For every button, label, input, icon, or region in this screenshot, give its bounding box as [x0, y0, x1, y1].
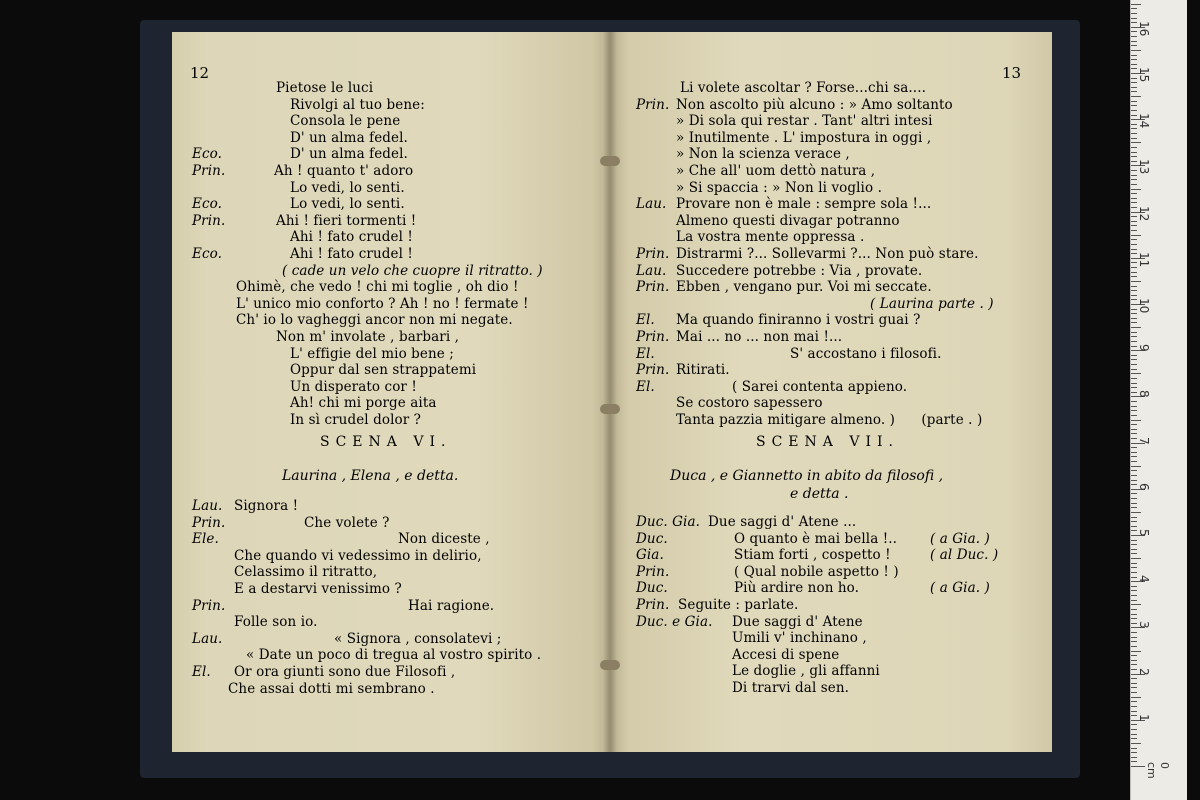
ruler-tick [1131, 503, 1137, 504]
ruler-tick [1131, 433, 1137, 434]
speaker-label: Duc. [636, 580, 668, 597]
ruler-tick [1131, 387, 1137, 388]
verse-line: ( Qual nobile aspetto ! ) [734, 563, 899, 580]
speaker-label: Prin. [192, 212, 226, 229]
ruler-tick [1131, 748, 1137, 749]
speaker-label: Prin. [636, 597, 670, 613]
verse-line: Almeno questi divagar potranno [676, 212, 900, 229]
ruler-tick [1131, 341, 1137, 342]
ruler-tick [1131, 480, 1137, 481]
scene-heading-right: SCENA VII. [756, 434, 899, 450]
ruler-tick [1131, 646, 1137, 647]
verse-line: La vostra mente oppressa . [676, 229, 865, 246]
ruler-tick [1131, 498, 1137, 499]
ruler-tick [1131, 189, 1141, 190]
verse-line: Celassimo il ritratto, [234, 564, 378, 581]
binding-stitch [600, 156, 620, 166]
verse-line: Ma quando finiranno i vostri guai ? [676, 312, 921, 329]
ruler-tick [1131, 193, 1137, 194]
verse-line: « Date un poco di tregua al vostro spirito . [246, 647, 542, 664]
ruler-tick [1131, 272, 1137, 273]
speaker-label: Ele. [192, 531, 219, 548]
ruler-tick [1131, 110, 1137, 111]
ruler-tick [1131, 138, 1137, 139]
ruler-tick [1131, 378, 1137, 379]
ruler-number: 12 [1137, 205, 1151, 221]
verse-line: Le doglie , gli affanni [732, 663, 880, 680]
ruler-tick [1131, 761, 1137, 762]
verse-line: Che volete ? [304, 514, 390, 531]
verse-line: Più ardire non ho. [734, 580, 860, 597]
speaker-label: Prin. [636, 329, 670, 345]
ruler-tick [1131, 239, 1137, 240]
verse-line: ( cade un velo che cuopre il ritratto. ) [282, 262, 543, 279]
ruler-tick [1131, 152, 1137, 153]
ruler-tick [1131, 156, 1137, 157]
verse-line: Lo vedi, lo senti. [290, 179, 405, 196]
ruler-number: 10 [1137, 298, 1151, 314]
ruler-tick [1131, 553, 1137, 554]
ruler-tick [1131, 743, 1141, 744]
speaker-label: Lau. [636, 262, 667, 279]
ruler-tick [1131, 729, 1137, 730]
ruler-tick [1131, 521, 1137, 522]
ruler-tick [1131, 614, 1137, 615]
ruler-tick [1131, 595, 1137, 596]
verse-line: Un disperato cor ! [290, 378, 417, 395]
ruler-tick [1131, 4, 1141, 5]
ruler-number: 15 [1137, 67, 1151, 83]
speaker-label: Duc. Gia. [636, 514, 701, 530]
verse-line: Mai ... no ... non mai !... [676, 329, 843, 345]
verse-line: Ritirati. [676, 362, 730, 379]
ruler-tick [1131, 641, 1137, 642]
ruler-tick [1131, 18, 1137, 19]
verse-line: Tanta pazzia mitigare almeno. ) (parte . ) [676, 412, 983, 428]
ruler-number: 6 [1137, 482, 1151, 491]
ruler-tick [1131, 406, 1137, 407]
cast-list-right-1: Duca , e Giannetto in abito da filosofi , [670, 468, 944, 484]
ruler-tick [1131, 692, 1137, 693]
ruler-tick [1131, 466, 1141, 467]
ruler-tick [1131, 637, 1137, 638]
ruler-tick [1131, 766, 1145, 767]
ruler-number: 7 [1137, 436, 1151, 445]
stage-direction: ( al Duc. ) [930, 547, 999, 564]
verse-line: Folle son io. [234, 614, 318, 631]
verse-line: Provare non è male : sempre sola !... [676, 196, 932, 213]
verse-line: Lo vedi, lo senti. [290, 196, 405, 213]
ruler-tick [1131, 678, 1137, 679]
verse-line: » Inutilmente . L' impostura in oggi , [676, 129, 932, 146]
ruler-tick [1131, 567, 1137, 568]
verse-line: Li volete ascoltar ? Forse...chi sa.... [680, 80, 926, 96]
ruler-tick [1131, 604, 1141, 605]
ruler-tick [1131, 424, 1137, 425]
speaker-label: Prin. [636, 362, 670, 379]
verse-line: Ch' io lo vagheggi ancor non mi negate. [236, 312, 513, 329]
ruler-tick [1131, 651, 1141, 652]
ruler-tick [1131, 286, 1137, 287]
ruler-tick [1131, 45, 1137, 46]
speaker-label: El. [636, 345, 655, 362]
ruler-tick [1131, 198, 1137, 199]
speaker-label: Prin. [636, 96, 670, 113]
speaker-label: Gia. [636, 547, 664, 564]
verse-line: D' un alma fedel. [290, 129, 408, 146]
verse-line: D' un alma fedel. [290, 146, 408, 163]
speaker-label: Eco. [192, 196, 222, 213]
measurement-ruler [1130, 0, 1187, 800]
ruler-tick [1131, 706, 1137, 707]
ruler-tick [1131, 55, 1137, 56]
ruler-tick [1131, 738, 1137, 739]
ruler-tick [1131, 281, 1141, 282]
ruler-tick [1131, 415, 1137, 416]
ruler-tick [1131, 734, 1137, 735]
verse-line: Ohimè, che vedo ! chi mi toglie , oh dio ! [236, 279, 519, 296]
ruler-tick [1131, 724, 1137, 725]
ruler-tick [1131, 41, 1137, 42]
verse-line: Che assai dotti mi sembrano . [228, 680, 435, 697]
speaker-label: Prin. [636, 279, 670, 296]
ruler-tick [1131, 179, 1137, 180]
ruler-tick [1131, 586, 1137, 587]
verse-line: Pietose le luci [276, 80, 374, 96]
ruler-number: 9 [1137, 344, 1151, 352]
ruler-tick [1131, 420, 1141, 421]
verse-line: Seguite : parlate. [678, 597, 799, 613]
verse-line: Ahi ! fieri tormenti ! [276, 212, 417, 229]
verse-line: Consola le pene [290, 113, 401, 130]
ruler-tick [1131, 147, 1137, 148]
ruler-tick [1131, 290, 1137, 291]
ruler-tick [1131, 697, 1141, 698]
verse-line: » Che all' uom dettò natura , [676, 163, 876, 179]
ruler-tick [1131, 526, 1137, 527]
verse-line: Ah! chi mi porge aita [290, 395, 437, 412]
verse-line: Due saggi d' Atene [732, 613, 863, 630]
ruler-tick [1131, 50, 1141, 51]
ruler-tick [1131, 655, 1137, 656]
speaker-label: Eco. [192, 146, 222, 163]
verse-line: Umili v' inchinano , [732, 630, 867, 647]
cast-list-left: Laurina , Elena , e detta. [282, 468, 459, 484]
verse-line: Che quando vi vedessimo in delirio, [234, 547, 482, 564]
verse-line: Accesi di spene [732, 646, 840, 663]
ruler-tick [1131, 8, 1137, 9]
ruler-tick [1131, 336, 1137, 337]
ruler-tick [1131, 318, 1137, 319]
binding-stitch [600, 660, 620, 670]
ruler-tick [1131, 470, 1137, 471]
speaker-label: Prin. [192, 163, 226, 179]
ruler-number: 1 [1137, 713, 1151, 722]
ruler-tick [1131, 202, 1137, 203]
ruler-tick [1131, 517, 1137, 518]
ruler-tick [1131, 429, 1137, 430]
verse-line: Succedere potrebbe : Via , provate. [676, 262, 923, 279]
verse-line: Non m' involate , barbari , [276, 329, 460, 345]
verse-line: ( Laurina parte . ) [870, 295, 994, 312]
verse-line: » Si spaccia : » Non li voglio . [676, 179, 882, 196]
ruler-tick [1131, 230, 1137, 231]
ruler-tick [1131, 184, 1137, 185]
ruler-tick [1131, 609, 1137, 610]
verse-line: Se costoro sapessero [676, 395, 823, 412]
ruler-number: 4 [1137, 575, 1151, 583]
book-gutter [603, 32, 617, 752]
ruler-tick [1131, 64, 1137, 65]
verse-line: ( Sarei contenta appieno. [732, 378, 908, 395]
ruler-tick [1131, 752, 1137, 753]
ruler-tick [1131, 101, 1137, 102]
ruler-number: 16 [1137, 20, 1151, 37]
ruler-number: 11 [1137, 251, 1151, 268]
ruler-tick [1131, 142, 1141, 143]
ruler-tick [1131, 558, 1141, 559]
ruler-tick [1131, 452, 1137, 453]
verse-line: In sì crudel dolor ? [290, 412, 422, 428]
ruler-tick [1131, 549, 1137, 550]
ruler-tick [1131, 87, 1137, 88]
ruler-number: 13 [1137, 159, 1151, 175]
ruler-tick [1131, 322, 1137, 323]
ruler-tick [1131, 475, 1137, 476]
ruler-number: 8 [1137, 390, 1151, 399]
verse-line: Di trarvi dal sen. [732, 680, 850, 696]
speaker-label: Prin. [636, 246, 670, 262]
speaker-label: Duc. e Gia. [636, 613, 713, 630]
ruler-tick [1131, 461, 1137, 462]
ruler-tick [1131, 401, 1137, 402]
ruler-tick [1131, 59, 1137, 60]
ruler-tick [1131, 664, 1137, 665]
binding-stitch [600, 404, 620, 414]
verse-line: » Non la scienza verace , [676, 146, 850, 163]
ruler-tick [1131, 701, 1137, 702]
speaker-label: Eco. [192, 246, 222, 262]
ruler-tick [1131, 493, 1137, 494]
ruler-tick [1131, 632, 1137, 633]
verse-line: Non ascolto più alcuno : » Amo soltanto [676, 96, 953, 113]
ruler-tick [1131, 105, 1137, 106]
ruler-tick [1131, 369, 1137, 370]
ruler-tick [1131, 82, 1137, 83]
verse-line: Or ora giunti sono due Filosofi , [234, 664, 456, 680]
ruler-tick [1131, 295, 1137, 296]
ruler-tick [1131, 572, 1137, 573]
ruler-number: 14 [1137, 113, 1151, 129]
speaker-label: Prin. [636, 563, 670, 580]
ruler-number: 2 [1137, 667, 1151, 676]
speaker-label: Prin. [192, 514, 226, 531]
ruler-tick [1131, 757, 1137, 758]
stage-direction: ( a Gia. ) [930, 580, 990, 597]
ruler-tick [1131, 410, 1137, 411]
ruler-tick [1131, 13, 1137, 14]
verse-line: « Signora , consolatevi ; [334, 630, 502, 647]
ruler-tick [1131, 175, 1137, 176]
speaker-label: Duc. [636, 530, 668, 547]
ruler-tick [1131, 600, 1137, 601]
verse-line: Distrarmi ?... Sollevarmi ?... Non può stare. [676, 246, 979, 262]
ruler-tick [1131, 544, 1137, 545]
ruler-tick [1131, 128, 1137, 129]
ruler-tick [1131, 563, 1137, 564]
verse-line: S' accostano i filosofi. [790, 345, 942, 362]
stage-direction: ( a Gia. ) [930, 530, 990, 547]
ruler-number: 5 [1137, 529, 1151, 537]
speaker-label: Lau. [192, 498, 223, 514]
ruler-tick [1131, 235, 1141, 236]
verse-line: L' unico mio conforto ? Ah ! no ! fermate ! [236, 295, 529, 312]
verse-line: Rivolgi al tuo bene: [290, 96, 425, 113]
page-number-right: 13 [1002, 64, 1022, 82]
ruler-tick [1131, 590, 1137, 591]
speaker-label: El. [636, 312, 655, 329]
ruler-tick [1131, 225, 1137, 226]
ruler-tick [1131, 383, 1137, 384]
ruler-tick [1131, 91, 1137, 92]
ruler-tick [1131, 618, 1137, 619]
ruler-tick [1131, 512, 1141, 513]
ruler-tick [1131, 276, 1137, 277]
ruler-tick [1131, 327, 1141, 328]
ruler-tick [1131, 660, 1137, 661]
cast-list-right-2: e detta . [790, 486, 849, 502]
ruler-tick [1131, 355, 1137, 356]
verse-line: E a destarvi venissimo ? [234, 581, 402, 597]
ruler-tick [1131, 96, 1141, 97]
verse-line: Ebben , vengano pur. Voi mi seccate. [676, 279, 932, 296]
ruler-tick [1131, 687, 1137, 688]
ruler-tick [1131, 332, 1137, 333]
ruler-tick [1131, 540, 1137, 541]
page-number-left: 12 [190, 64, 210, 82]
ruler-tick [1131, 313, 1137, 314]
verse-line: Ah ! quanto t' adoro [274, 163, 414, 179]
verse-line: Ahi ! fato crudel ! [290, 246, 413, 262]
ruler-tick [1131, 249, 1137, 250]
ruler-tick [1131, 244, 1137, 245]
verse-line: Non diceste , [398, 531, 490, 548]
ruler-tick [1131, 456, 1137, 457]
speaker-label: Lau. [192, 630, 223, 647]
speaker-label: El. [636, 378, 655, 395]
ruler-tick [1131, 447, 1137, 448]
speaker-label: Prin. [192, 597, 226, 614]
ruler-tick [1131, 373, 1141, 374]
scene-heading-left: SCENA VI. [320, 434, 452, 450]
verse-line: Hai ragione. [408, 597, 495, 614]
ruler-tick [1131, 359, 1137, 360]
ruler-unit-label: 0 cm [1145, 762, 1171, 779]
ruler-tick [1131, 507, 1137, 508]
ruler-number: 3 [1137, 621, 1151, 630]
ruler-tick [1131, 364, 1137, 365]
verse-line: » Di sola qui restar . Tant' altri intesi [676, 113, 933, 130]
verse-line: Oppur dal sen strappatemi [290, 362, 477, 379]
ruler-tick [1131, 711, 1137, 712]
verse-line: Ahi ! fato crudel ! [290, 229, 413, 246]
speaker-label: El. [192, 664, 211, 680]
verse-line: Due saggi d' Atene ... [708, 514, 857, 530]
verse-line: Stiam forti , cospetto ! [734, 547, 891, 564]
speaker-label: Lau. [636, 196, 667, 213]
verse-line: L' effigie del mio bene ; [290, 345, 454, 362]
verse-line: O quanto è mai bella !.. [734, 530, 898, 547]
ruler-tick [1131, 683, 1137, 684]
ruler-tick [1131, 133, 1137, 134]
verse-line: Signora ! [234, 498, 299, 514]
